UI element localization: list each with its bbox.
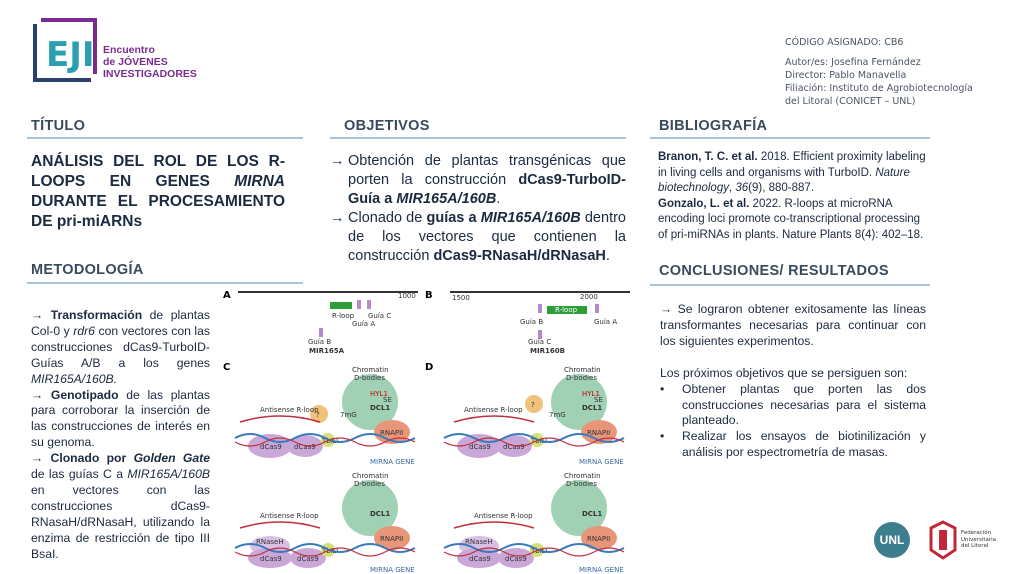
svg-text:D-bodies: D-bodies <box>566 374 597 382</box>
affiliation-line-1: Filiación: Instituto de Agrobiotecnología <box>785 83 973 94</box>
methodology-divider <box>27 282 303 284</box>
method-step: → Genotipado de las plantas para corroborar la inserción de las construcciones de interés en su genoma. <box>31 387 210 450</box>
guide-mark <box>538 304 542 313</box>
svg-text:Chromatin: Chromatin <box>564 472 601 480</box>
svg-text:?: ? <box>531 401 535 409</box>
svg-text:MIRNA GENE: MIRNA GENE <box>370 458 415 466</box>
svg-text:dCas9: dCas9 <box>503 443 525 451</box>
objectives-list <box>330 152 626 266</box>
complex-diagram-c-lower <box>235 472 415 574</box>
gene-map-a <box>238 292 418 355</box>
guide-mark <box>595 304 599 313</box>
guide-b-label-b: Guía B <box>520 318 544 326</box>
svg-text:Chromatin: Chromatin <box>352 366 389 374</box>
panel-label-c: C <box>223 362 231 373</box>
guide-a-label-a: Guía A <box>352 320 376 328</box>
svg-text:7mG: 7mG <box>340 411 357 419</box>
next-objectives-list <box>660 382 926 462</box>
svg-text:TbID: TbID <box>322 547 339 555</box>
panel-label-d: D <box>425 362 434 373</box>
svg-text:Antisense R-loop: Antisense R-loop <box>260 406 319 414</box>
arrow-icon: → <box>31 308 44 322</box>
list-item: • Realizar los ensayos de biotinilización y análisis por espectrometría de masas. <box>660 429 926 460</box>
bullet-icon: • <box>660 429 665 444</box>
arrow-icon: → <box>330 210 345 226</box>
bibliography-list <box>658 150 926 243</box>
rloop-bar-a <box>330 302 352 309</box>
fed-logo-icon <box>927 520 959 560</box>
title-italic: MIRNA <box>234 173 285 190</box>
svg-text:RNAPII: RNAPII <box>587 429 611 437</box>
complex-diagram-d-lower <box>444 472 624 574</box>
svg-text:MIRNA GENE: MIRNA GENE <box>370 566 415 574</box>
svg-text:?: ? <box>316 411 320 419</box>
svg-text:D-bodies: D-bodies <box>354 480 385 488</box>
logo-line-2: de JÓVENES <box>103 56 168 68</box>
arrow-icon: → <box>330 153 345 169</box>
gene-map-b <box>450 292 630 355</box>
rloop-label-a: R-loop <box>332 312 355 320</box>
svg-text:Antisense R-loop: Antisense R-loop <box>260 512 319 520</box>
director-line: Director: Pablo Manavella <box>785 70 907 81</box>
rloop-label-b: R-loop <box>555 306 578 314</box>
poster-title <box>31 152 285 232</box>
eji-logo <box>33 18 97 82</box>
scale-label-b-right: 2000 <box>580 293 598 301</box>
svg-text:D-bodies: D-bodies <box>566 480 597 488</box>
section-title-bibliografia: BIBLIOGRAFÍA <box>659 118 768 134</box>
complex-diagram-d <box>444 366 624 466</box>
assigned-code: CÓDIGO ASIGNADO: CB6 <box>785 37 904 48</box>
fed-logo-text: Federación Universitaria del Litoral <box>961 530 997 549</box>
panel-label-b: B <box>425 290 433 301</box>
panel-label-a: A <box>223 290 231 301</box>
scale-label-a: 1000 <box>398 292 416 300</box>
svg-text:Antisense R-loop: Antisense R-loop <box>474 512 533 520</box>
svg-text:RNAPII: RNAPII <box>587 535 611 543</box>
methodology-text <box>31 308 210 563</box>
section-title-objetivos: OBJETIVOS <box>344 118 430 134</box>
fed-logo <box>927 520 1007 560</box>
arrow-icon: → <box>31 387 44 402</box>
svg-text:Chromatin: Chromatin <box>564 366 601 374</box>
arrow-icon: → <box>660 302 673 316</box>
svg-text:HYL1: HYL1 <box>370 390 388 398</box>
svg-text:dCas9: dCas9 <box>260 555 282 563</box>
svg-text:D-bodies: D-bodies <box>354 374 385 382</box>
list-item: • Obtener plantas que porten las dos construcciones necesarias para el sistema planteado. <box>660 381 926 428</box>
guide-c-label-a: Guía C <box>368 312 392 320</box>
title-divider <box>27 137 303 139</box>
svg-text:DCL1: DCL1 <box>582 404 603 412</box>
svg-text:DCL1: DCL1 <box>582 510 603 518</box>
gene-name-b: MIR160B <box>530 347 565 355</box>
bullet-icon: • <box>660 381 665 396</box>
svg-text:RNAPII: RNAPII <box>380 429 404 437</box>
methodology-figure <box>220 286 640 574</box>
method-step: → Clonado por Golden Gate de las guías C a MIR165A/160B en vectores con las construcciones dCas9-RNasaH/dRNasaH, utilizando la enzima de restricción de tipo III BsaI. <box>31 451 210 561</box>
objective-text: Obtención de plantas transgénicas que porten la construcción dCas9-TurboID-Guía a MIR165A/160B. <box>348 153 626 207</box>
svg-text:dCas9: dCas9 <box>260 443 282 451</box>
guide-mark <box>319 328 323 337</box>
conclusions-divider <box>650 284 930 286</box>
guide-c-label-b: Guía C <box>528 338 552 346</box>
svg-text:Antisense R-loop: Antisense R-loop <box>464 406 523 414</box>
section-title-metodologia: METODOLOGÍA <box>31 262 144 278</box>
arrow-icon: → <box>31 451 44 466</box>
svg-text:TbID: TbID <box>322 437 339 445</box>
svg-text:RNaseH: RNaseH <box>465 538 493 546</box>
unl-logo: UNL <box>874 522 910 558</box>
reference-item: Branon, T. C. et al. 2018. Efficient proximity labeling in living cells and organisms with TurboID. Nature biotechnology, 36(9), 880-887. <box>658 151 926 194</box>
complex-diagram-c <box>235 366 415 466</box>
svg-text:7mG: 7mG <box>549 411 566 419</box>
author-line: Autor/es: Josefina Fernández <box>785 57 921 68</box>
guide-a-label-b: Guía A <box>594 318 618 326</box>
section-title-conclusiones: CONCLUSIONES/ RESULTADOS <box>659 263 889 279</box>
svg-text:MIRNA GENE: MIRNA GENE <box>579 458 624 466</box>
svg-text:dCas9: dCas9 <box>297 555 319 563</box>
svg-text:RNaseH: RNaseH <box>256 538 284 546</box>
svg-text:DCL1: DCL1 <box>370 510 391 518</box>
guide-mark <box>357 300 361 309</box>
affiliation-line-2: del Litoral (CONICET – UNL) <box>785 96 916 107</box>
eji-logo-text <box>103 44 197 80</box>
reference-item: Gonzalo, L. et al. 2022. R-loops at microRNA encoding loci promote co-transcriptional processing of pri-miRNAs in plants. Nature Plants 8(4): 402–18. <box>658 197 924 241</box>
svg-text:SE: SE <box>594 396 603 404</box>
logo-line-3: INVESTIGADORES <box>103 68 197 80</box>
svg-text:Chromatin: Chromatin <box>352 472 389 480</box>
gene-name-a: MIR165A <box>309 347 344 355</box>
conclusion-paragraph: → Se lograron obtener exitosamente las líneas transformantes necesarias para continuar con los siguientes experimentos. <box>660 302 926 348</box>
author-info <box>785 56 973 108</box>
bibliography-divider <box>650 137 930 139</box>
conclusions-text <box>660 302 926 461</box>
svg-text:dCas9: dCas9 <box>294 443 316 451</box>
svg-text:MIRNA GENE: MIRNA GENE <box>579 566 624 574</box>
eji-logo-mark: EJI <box>46 35 95 75</box>
objective-text: Clonado de guías a MIR165A/160B dentro de los vectores que contienen la construcción dCas9-RNasaH/dRNasaH. <box>348 210 626 264</box>
logo-line-1: Encuentro <box>103 44 155 56</box>
svg-text:dCas9: dCas9 <box>469 555 491 563</box>
next-objectives-intro: Los próximos objetivos que se persiguen son: <box>660 365 908 380</box>
section-title-titulo: TÍTULO <box>31 118 86 134</box>
svg-text:TbID: TbID <box>531 547 548 555</box>
svg-text:dCas9: dCas9 <box>505 555 527 563</box>
svg-text:TbID: TbID <box>531 437 548 445</box>
guide-mark <box>367 300 371 309</box>
title-part-1: ANÁLISIS DEL ROL DE LOS R-LOOPS EN GENES <box>31 153 285 190</box>
objective-item <box>330 209 626 266</box>
method-step: → Transformación de plantas Col-0 y rdr6 con vectores con las construcciones dCas9-TurboID-Guías A/B a los genes MIR165A/160B. <box>31 308 211 386</box>
svg-text:HYL1: HYL1 <box>582 390 600 398</box>
scale-label-b-left: 1500 <box>452 294 470 302</box>
svg-text:SE: SE <box>383 396 392 404</box>
svg-text:RNAPII: RNAPII <box>380 535 404 543</box>
svg-text:dCas9: dCas9 <box>469 443 491 451</box>
guide-b-label-a: Guía B <box>308 338 332 346</box>
title-part-2: DURANTE EL PROCESAMIENTO DE pri-miARNs <box>31 193 285 230</box>
objective-item <box>330 152 626 209</box>
objectives-divider <box>330 137 626 139</box>
svg-text:DCL1: DCL1 <box>370 404 391 412</box>
